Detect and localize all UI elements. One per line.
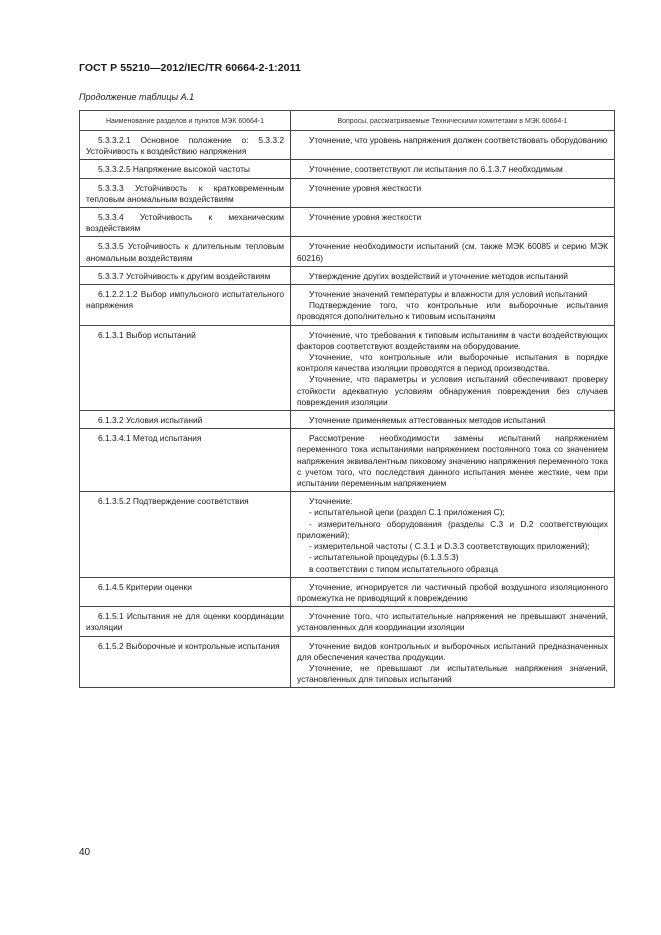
question-cell xyxy=(291,160,615,178)
section-cell: 6.1.5.1 Испытания не для оценки координации изоляции xyxy=(80,607,291,636)
section-cell: 5.3.3.4 Устойчивость к механическим воздействиям xyxy=(80,208,291,237)
question-cell xyxy=(291,636,615,688)
question-paragraph: Уточнение уровня жесткости xyxy=(309,212,422,223)
section-cell: 6.1.3.2 Условия испытаний xyxy=(80,411,291,429)
table-caption: Продолжение таблицы А.1 xyxy=(79,92,195,102)
question-cell xyxy=(291,492,615,577)
question-paragraph: Уточнение значений температуры и влажности для условий испытаний xyxy=(309,289,588,300)
table-body xyxy=(80,131,615,688)
question-cell xyxy=(291,607,615,636)
question-paragraph: Уточнение, соответствуют ли испытания по 6.1.3.7 необходимым xyxy=(309,164,563,175)
question-paragraph: Уточнение, что контрольные или выборочные испытания в порядке контроля качества изоляции проводятся в период производства. xyxy=(297,352,608,374)
section-cell: 5.3.3.3 Устойчивость к кратковременным тепловым аномальным воздействиям xyxy=(80,178,291,207)
table-row xyxy=(80,325,615,410)
question-cell xyxy=(291,429,615,492)
section-cell: 6.1.3.1 Выбор испытаний xyxy=(80,325,291,410)
question-cell xyxy=(291,285,615,326)
table-row xyxy=(80,607,615,636)
table-row xyxy=(80,285,615,326)
question-paragraph: Уточнение, что параметры и условия испытаний обеспечивают проверку стойкости адекватную условиям обнаружения повреждения без случаев повреждения изоляции xyxy=(297,374,608,407)
question-cell xyxy=(291,208,615,237)
question-paragraph: Уточнение: xyxy=(309,496,353,507)
question-cell xyxy=(291,411,615,429)
question-paragraph: Уточнение, игнорируется ли частичный пробой воздушного изоляционного промежутка не приводящий к повреждению xyxy=(297,581,608,603)
question-paragraph: Уточнение того, что испытательные напряжения не превышают значений, установленных для координации изоляции xyxy=(297,611,608,633)
table-row xyxy=(80,178,615,207)
section-cell: 5.3.3.2.5 Напряжение высокой частоты xyxy=(80,160,291,178)
table-row xyxy=(80,492,615,577)
table-row xyxy=(80,237,615,266)
question-paragraph: Уточнение видов контрольных и выборочных испытаний предназначенных для обеспечения качества продукции. xyxy=(297,640,608,662)
table-row xyxy=(80,577,615,606)
section-cell: 6.1.3.5.2 Подтверждение соответствия xyxy=(80,492,291,577)
table-row xyxy=(80,160,615,178)
question-paragraph: Уточнение, что уровень напряжения должен соответствовать оборудованию xyxy=(309,135,608,145)
question-paragraph: Подтверждение того, что контрольные или выборочные испытания проводятся дополнительно к типовым испытаниям xyxy=(297,300,608,322)
section-cell: 6.1.3.4.1 Метод испытания xyxy=(80,429,291,492)
table-row xyxy=(80,411,615,429)
question-paragraph: Уточнение уровня жесткости xyxy=(309,182,422,193)
question-cell xyxy=(291,266,615,284)
question-paragraph: в соответствии с типом испытательного образца xyxy=(309,563,499,574)
table-row xyxy=(80,131,615,160)
section-cell: 6.1.5.2 Выборочные и контрольные испытания xyxy=(80,636,291,688)
question-paragraph: Уточнение, не превышают ли испытательные напряжения значений, установленных для типовых испытаний xyxy=(297,662,608,685)
question-paragraph: Уточнение, что требования к типовым испытаниям в части воздействующих факторов соответствуют воздействиям на оборудование. xyxy=(297,329,608,351)
question-paragraph: - испытательной цепи (раздел С.1 приложения С); xyxy=(309,507,505,518)
section-cell: 6.1.2.2.1.2 Выбор импульсного испытательного напряжения xyxy=(80,285,291,326)
question-paragraph: - измерительной частоты ( С.3.1 и D.3.3 соответствующих приложений); xyxy=(309,541,590,552)
section-cell: 6.1.4.5 Критерии оценки xyxy=(80,577,291,606)
document-header: ГОСТ Р 55210—2012/IEC/TR 60664-2-1:2011 xyxy=(79,62,301,74)
table-row xyxy=(80,208,615,237)
question-cell xyxy=(291,237,615,266)
question-cell xyxy=(291,178,615,207)
question-paragraph: Уточнение применяемых аттестованных методов испытаний xyxy=(309,415,546,426)
question-paragraph: Утверждение других воздействий и уточнение методов испытаний xyxy=(309,270,568,281)
table-row xyxy=(80,429,615,492)
section-cell: 5.3.3.5 Устойчивость к длительным тепловым аномальным воздействиям xyxy=(80,237,291,266)
header-col-questions: Вопросы, рассматриваемые Техническими комитетами в МЭК 60664-1 xyxy=(291,111,615,131)
requirements-table xyxy=(79,110,615,688)
section-cell: 5.3.3.7 Устойчивость к другим воздействиям xyxy=(80,266,291,284)
question-cell xyxy=(291,577,615,606)
question-cell xyxy=(291,131,615,160)
question-paragraph: Уточнение необходимости испытаний (см. также МЭК 60085 и серию МЭК 60216) xyxy=(297,241,608,263)
page-number: 40 xyxy=(79,847,91,858)
header-col-sections: Наименование разделов и пунктов МЭК 60664-1 xyxy=(80,111,291,131)
table-header-row xyxy=(80,111,615,131)
question-paragraph: - измерительного оборудования (разделы С.3 и D.2 соответствующих приложений); xyxy=(297,518,608,540)
question-cell xyxy=(291,325,615,410)
table-row xyxy=(80,636,615,688)
section-cell: 5.3.3.2.1 Основное положение о: 5.3.3.2 Устойчивость к воздействию напряжения xyxy=(80,131,291,160)
table-row xyxy=(80,266,615,284)
question-paragraph: - испытательной процедуры (6.1.3.5.3) xyxy=(309,552,459,563)
question-paragraph: Рассмотрение необходимости замены испытаний напряжением переменного тока испытаниями напряжением постоянного тока со значением напряжения эквивалентным пиковому значению напряжения переменного тока с учетом того, что последствия данного испытания менее жесткие, чем при испытании переменным напряжением xyxy=(297,433,608,489)
